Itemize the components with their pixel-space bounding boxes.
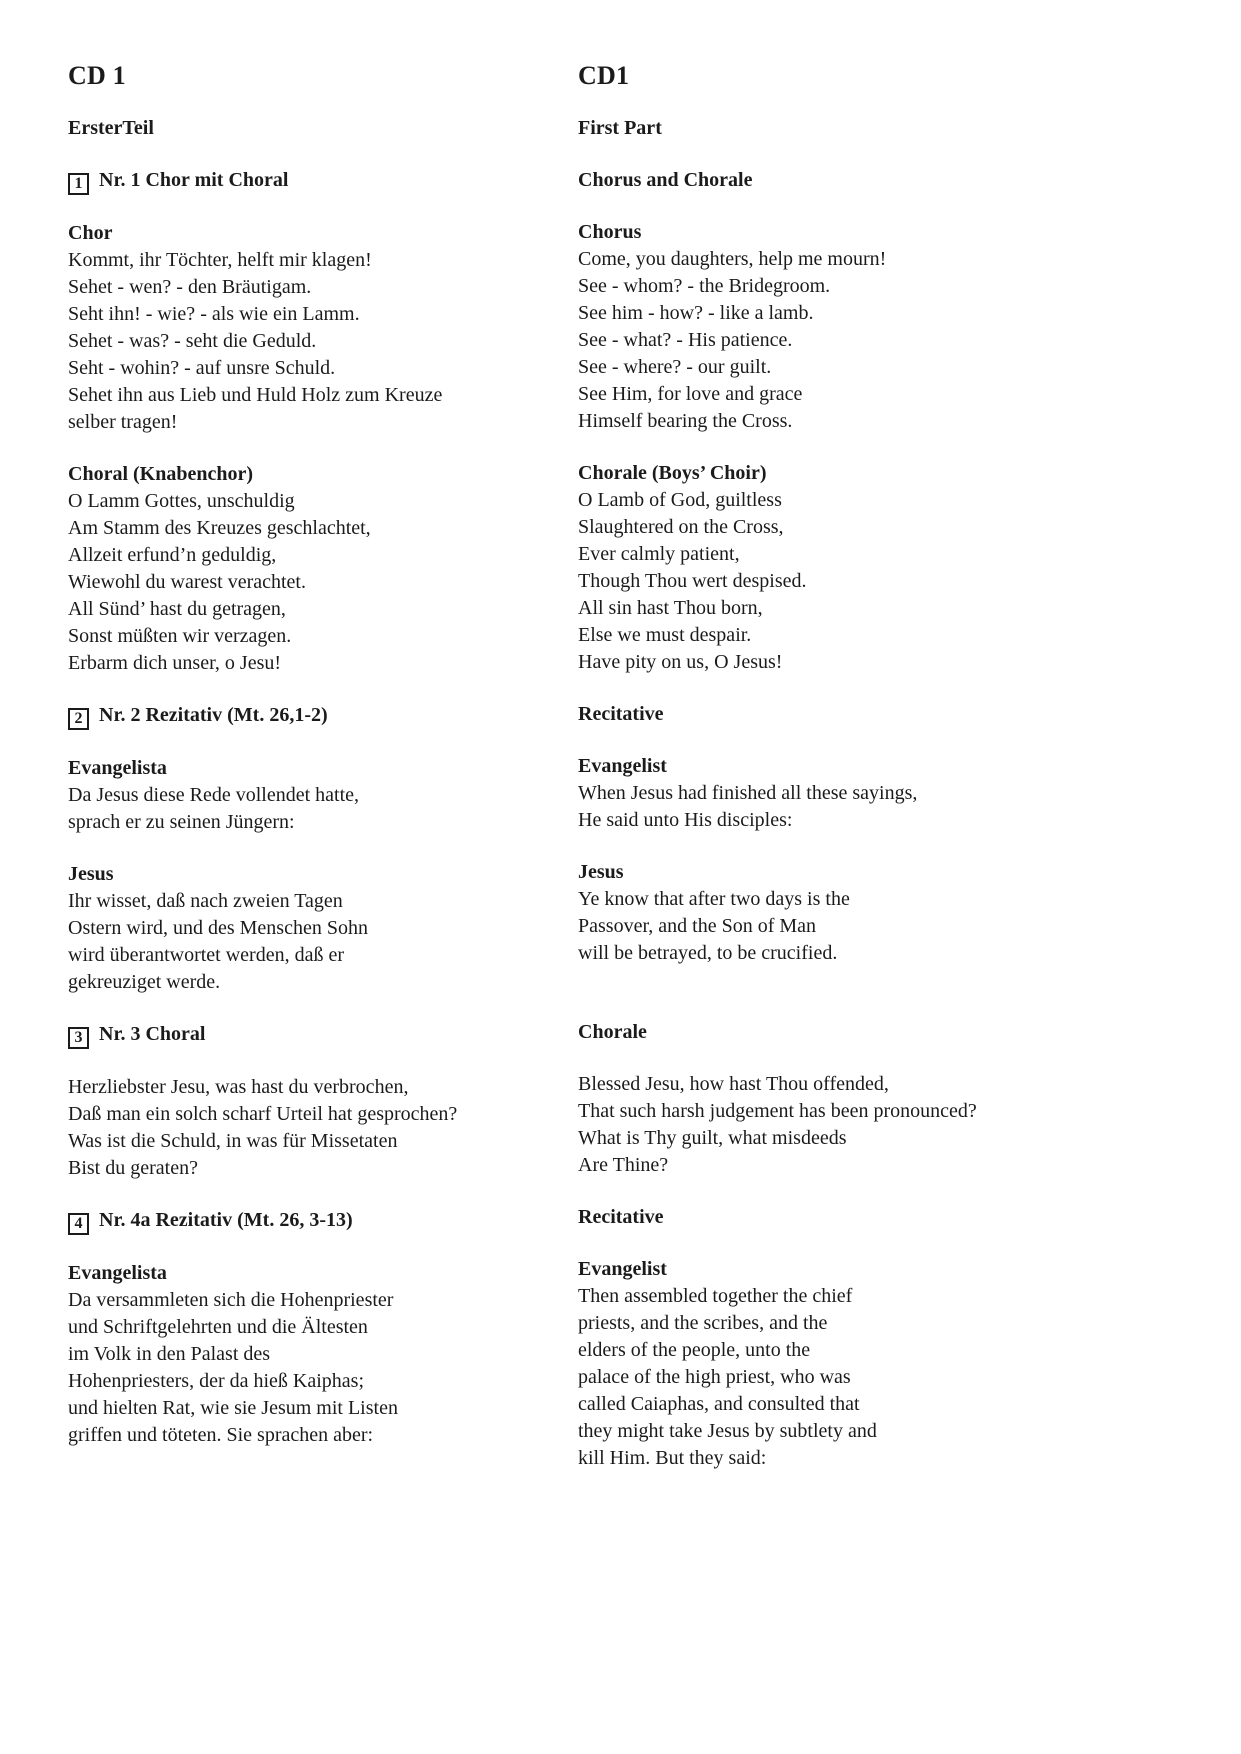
- verse-line: selber tragen!: [68, 411, 178, 433]
- movement-number-box: 1: [68, 173, 89, 195]
- movement-number-box: 2: [68, 708, 89, 730]
- verse-line: Blessed Jesu, how hast Thou offended,: [578, 1073, 889, 1095]
- verse-line: O Lamm Gottes, unschuldig: [68, 490, 295, 512]
- verse-line: Ever calmly patient,: [578, 543, 740, 565]
- verse-line: Allzeit erfund’n geduldig,: [68, 544, 277, 566]
- speaker-name: Choral (Knabenchor): [68, 463, 253, 485]
- speaker-name: Chorus: [578, 221, 642, 243]
- verse-line: Passover, and the Son of Man: [578, 915, 817, 937]
- verse-line: Da Jesus diese Rede vollendet hatte,: [68, 784, 360, 806]
- verse-line: Though Thou wert despised.: [578, 570, 807, 592]
- spacer: [578, 967, 1098, 994]
- verse-line: priests, and the scribes, and the: [578, 1312, 828, 1334]
- verse: [68, 1287, 588, 1449]
- verse-line: Am Stamm des Kreuzes geschlachtet,: [68, 517, 371, 539]
- verse-line: Ye know that after two days is the: [578, 888, 850, 910]
- movement-title: Recitative: [578, 1206, 664, 1228]
- verse-line: See - where? - our guilt.: [578, 356, 772, 378]
- verse: [578, 780, 1098, 834]
- movement-title: Chorus and Chorale: [578, 169, 753, 191]
- movement-title: Nr. 1 Chor mit Choral: [99, 169, 289, 191]
- verse-line: All Sünd’ hast du getragen,: [68, 598, 286, 620]
- part-heading: ErsterTeil: [68, 117, 154, 139]
- verse-line: Wiewohl du warest verachtet.: [68, 571, 306, 593]
- verse-line: Himself bearing the Cross.: [578, 410, 793, 432]
- verse-line: What is Thy guilt, what misdeeds: [578, 1127, 847, 1149]
- verse-line: gekreuziget werde.: [68, 971, 221, 993]
- movement-heading: [578, 1204, 1098, 1231]
- column-german: [68, 62, 588, 1449]
- verse-line: See - whom? - the Bridegroom.: [578, 275, 831, 297]
- speaker-name: Evangelista: [68, 1262, 167, 1284]
- speaker-name: Evangelista: [68, 757, 167, 779]
- movement-heading: [578, 701, 1098, 728]
- verse: [578, 246, 1098, 435]
- verse-line: Daß man ein solch scharf Urteil hat gesprochen?: [68, 1103, 458, 1125]
- movement-heading: [68, 167, 588, 195]
- movement-heading: [578, 167, 1098, 194]
- verse-line: Kommt, ihr Töchter, helft mir klagen!: [68, 249, 372, 271]
- verse-line: kill Him. But they said:: [578, 1447, 767, 1469]
- verse-line: Hohenpriesters, der da hieß Kaiphas;: [68, 1370, 365, 1392]
- movement-title: Nr. 2 Rezitativ (Mt. 26,1-2): [99, 704, 328, 726]
- speaker-name: Chorale (Boys’ Choir): [578, 462, 767, 484]
- verse-line: Have pity on us, O Jesus!: [578, 651, 783, 673]
- verse-line: und hielten Rat, wie sie Jesum mit Listen: [68, 1397, 398, 1419]
- verse: [68, 888, 588, 996]
- verse: [578, 487, 1098, 676]
- verse-line: Seht ihn! - wie? - als wie ein Lamm.: [68, 303, 360, 325]
- part-heading: First Part: [578, 117, 662, 139]
- verse: [578, 1283, 1098, 1472]
- verse-line: See him - how? - like a lamb.: [578, 302, 814, 324]
- verse: [68, 247, 588, 436]
- verse-line: Slaughtered on the Cross,: [578, 516, 784, 538]
- verse-line: Sehet - was? - seht die Geduld.: [68, 330, 317, 352]
- verse-line: All sin hast Thou born,: [578, 597, 763, 619]
- verse-line: Herzliebster Jesu, was hast du verbrochen,: [68, 1076, 409, 1098]
- verse-line: See Him, for love and grace: [578, 383, 803, 405]
- movement-number-box: 3: [68, 1027, 89, 1049]
- verse-line: Else we must despair.: [578, 624, 752, 646]
- movement-title: Nr. 4a Rezitativ (Mt. 26, 3-13): [99, 1209, 353, 1231]
- verse-line: sprach er zu seinen Jüngern:: [68, 811, 295, 833]
- disc-title: CD 1: [68, 61, 126, 90]
- verse-line: im Volk in den Palast des: [68, 1343, 271, 1365]
- verse-line: Sehet - wen? - den Bräutigam.: [68, 276, 312, 298]
- verse-line: Seht - wohin? - auf unsre Schuld.: [68, 357, 336, 379]
- verse-line: elders of the people, unto the: [578, 1339, 811, 1361]
- verse: [68, 782, 588, 836]
- verse-line: Da versammleten sich die Hohenpriester: [68, 1289, 394, 1311]
- movement-title: Nr. 3 Choral: [99, 1023, 206, 1045]
- disc-title: CD1: [578, 61, 630, 90]
- verse-line: will be betrayed, to be crucified.: [578, 942, 838, 964]
- speaker-name: Evangelist: [578, 1258, 667, 1280]
- verse-line: Sonst müßten wir verzagen.: [68, 625, 292, 647]
- speaker-name: Jesus: [68, 863, 114, 885]
- verse-line: O Lamb of God, guiltless: [578, 489, 782, 511]
- column-english: [578, 62, 1098, 1472]
- verse-line: That such harsh judgement has been pronounced?: [578, 1100, 977, 1122]
- verse: [68, 1074, 588, 1182]
- movement-heading: [68, 1207, 588, 1235]
- verse-line: Then assembled together the chief: [578, 1285, 853, 1307]
- movement-title: Recitative: [578, 703, 664, 725]
- verse-line: wird überantwortet werden, daß er: [68, 944, 344, 966]
- verse-line: Are Thine?: [578, 1154, 669, 1176]
- verse-line: they might take Jesus by subtlety and: [578, 1420, 877, 1442]
- verse-line: Erbarm dich unser, o Jesu!: [68, 652, 282, 674]
- movement-heading: [578, 1019, 1098, 1046]
- speaker-name: Chor: [68, 222, 113, 244]
- verse: [578, 886, 1098, 967]
- verse-line: Was ist die Schuld, in was für Missetaten: [68, 1130, 398, 1152]
- verse-line: Bist du geraten?: [68, 1157, 198, 1179]
- movement-heading: [68, 1021, 588, 1049]
- verse-line: und Schriftgelehrten und die Ältesten: [68, 1316, 368, 1338]
- verse-line: When Jesus had finished all these sayings,: [578, 782, 918, 804]
- movement-title: Chorale: [578, 1021, 647, 1043]
- verse-line: called Caiaphas, and consulted that: [578, 1393, 860, 1415]
- verse-line: Ihr wisset, daß nach zweien Tagen: [68, 890, 343, 912]
- movement-number-box: 4: [68, 1213, 89, 1235]
- verse-line: Ostern wird, und des Menschen Sohn: [68, 917, 368, 939]
- verse-line: He said unto His disciples:: [578, 809, 793, 831]
- verse-line: Come, you daughters, help me mourn!: [578, 248, 887, 270]
- movement-heading: [68, 702, 588, 730]
- verse-line: See - what? - His patience.: [578, 329, 793, 351]
- verse: [578, 1071, 1098, 1179]
- speaker-name: Jesus: [578, 861, 624, 883]
- speaker-name: Evangelist: [578, 755, 667, 777]
- verse-line: griffen und töteten. Sie sprachen aber:: [68, 1424, 374, 1446]
- verse: [68, 488, 588, 677]
- verse-line: palace of the high priest, who was: [578, 1366, 851, 1388]
- verse-line: Sehet ihn aus Lieb und Huld Holz zum Kreuze: [68, 384, 443, 406]
